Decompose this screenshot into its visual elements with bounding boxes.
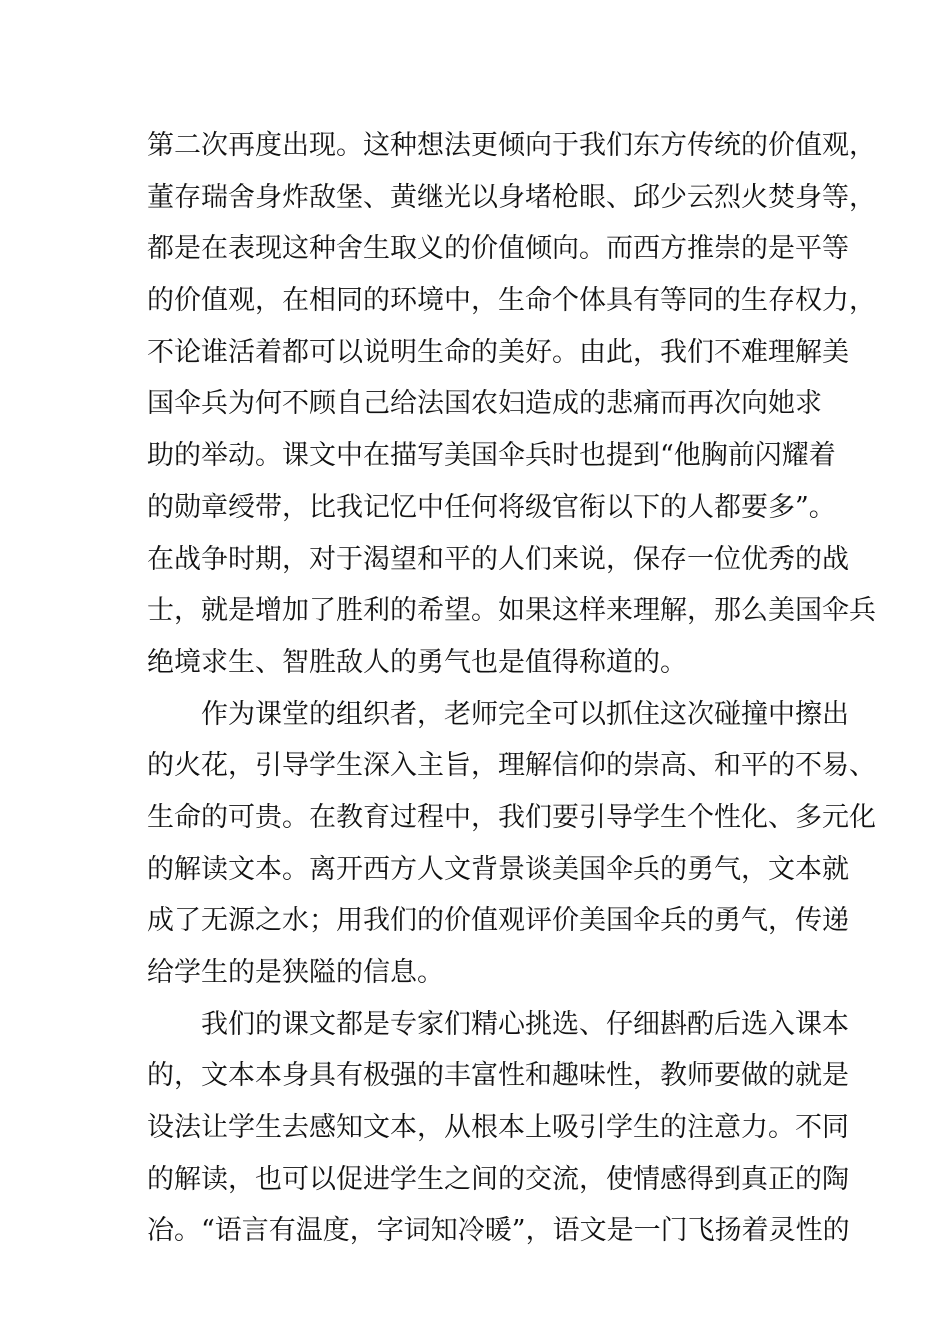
text-line: 的价值观，在相同的环境中，生命个体具有等同的生存权力， (147, 285, 876, 317)
text-line: 我们的课文都是专家们精心挑选、仔细斟酌后选入课本 (147, 1008, 849, 1040)
text-line: 不论谁活着都可以说明生命的美好。由此，我们不难理解美 (147, 336, 849, 368)
text-line: 的解读文本。离开西方人文背景谈美国伞兵的勇气，文本就 (147, 853, 849, 885)
text-line: 冶。“语言有温度，字词知冷暖”，语文是一门飞扬着灵性的 (147, 1215, 850, 1247)
text-line: 绝境求生、智胜敌人的勇气也是值得称道的。 (147, 646, 687, 678)
text-line: 在战争时期，对于渴望和平的人们来说，保存一位优秀的战 (147, 543, 849, 575)
text-line: 董存瑞舍身炸敌堡、黄继光以身堵枪眼、邱少云烈火焚身等， (147, 181, 876, 213)
text-line: 士，就是增加了胜利的希望。如果这样来理解，那么美国伞兵 (147, 595, 876, 627)
text-line: 的火花，引导学生深入主旨，理解信仰的崇高、和平的不易、 (147, 750, 876, 782)
text-line: 设法让学生去感知文本，从根本上吸引学生的注意力。不同 (147, 1112, 849, 1144)
text-line: 给学生的是狭隘的信息。 (147, 957, 444, 988)
text-line: 生命的可贵。在教育过程中，我们要引导学生个性化、多元化 (147, 801, 876, 833)
text-line: 国伞兵为何不顾自己给法国农妇造成的悲痛而再次向她求 (147, 388, 822, 420)
text-line: 的勋章绶带，比我记忆中任何将级官衔以下的人都要多”。 (147, 491, 836, 523)
text-line: 的，文本本身具有极强的丰富性和趣味性，教师要做的就是 (147, 1060, 849, 1092)
text-line: 都是在表现这种舍生取义的价值倾向。而西方推崇的是平等 (147, 233, 849, 265)
text-line: 第二次再度出现。这种想法更倾向于我们东方传统的价值观， (147, 130, 876, 161)
body-text (147, 127, 876, 1264)
text-line: 作为课堂的组织者，老师完全可以抓住这次碰撞中擦出 (147, 698, 849, 730)
text-line: 助的举动。课文中在描写美国伞兵时也提到“他胸前闪耀着 (147, 440, 836, 472)
text-line: 成了无源之水；用我们的价值观评价美国伞兵的勇气，传递 (147, 905, 849, 937)
text-line: 的解读，也可以促进学生之间的交流，使情感得到真正的陶 (147, 1163, 849, 1195)
